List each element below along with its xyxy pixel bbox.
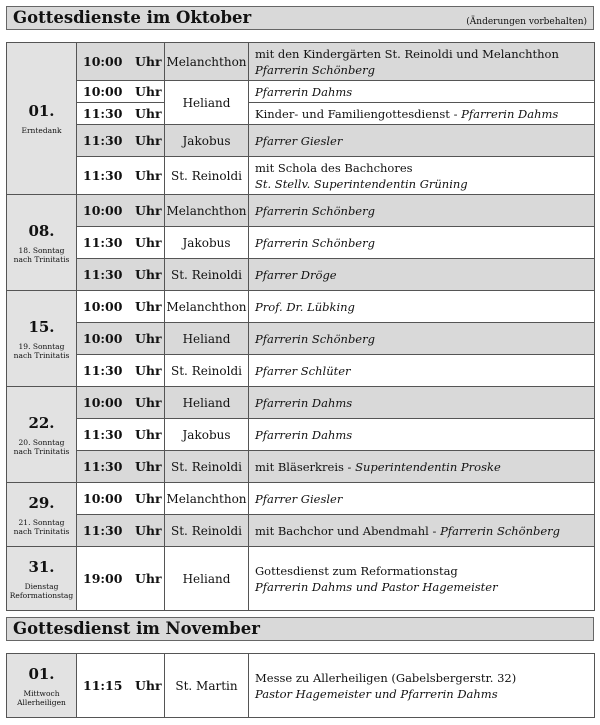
table-row [7, 125, 595, 157]
november-schedule-table [6, 653, 595, 718]
description-text: mit den Kindergärten St. Reinoldi und Melanchthon [255, 46, 559, 61]
day-cell [7, 654, 77, 718]
service-time: 10:00 [77, 483, 133, 515]
church-name: Melanchthon [165, 291, 249, 323]
time-unit: Uhr [133, 419, 165, 451]
day-label: nach Trinitatis [13, 350, 70, 360]
service-description [249, 81, 595, 103]
service-time: 11:30 [77, 157, 133, 195]
church-name: Heliand [165, 81, 249, 125]
service-time: 19:00 [77, 547, 133, 611]
pastor-name: Pfarrerin Dahms und Pastor Hagemeister [255, 579, 498, 594]
pastor-name: Pfarrerin Schönberg [255, 203, 375, 218]
time-unit: Uhr [133, 515, 165, 547]
pastor-name: Prof. Dr. Lübking [255, 299, 355, 314]
description-text: mit Bachchor und Abendmahl - [255, 523, 441, 538]
pastor-name: Pfarrerin Schönberg [255, 331, 375, 346]
church-name: Melanchthon [165, 483, 249, 515]
description-text: mit Bläserkreis - [255, 459, 356, 474]
day-cell [7, 547, 77, 611]
table-row [7, 291, 595, 323]
church-name: Heliand [165, 547, 249, 611]
service-time: 11:30 [77, 451, 133, 483]
pastor-name: Pfarrer Schlüter [255, 363, 351, 378]
day-label: nach Trinitatis [13, 446, 70, 456]
time-unit: Uhr [133, 654, 165, 718]
time-unit: Uhr [133, 547, 165, 611]
table-row [7, 157, 595, 195]
pastor-name: Pfarrerin Dahms [255, 84, 353, 99]
october-title: Gottesdienste im Oktober [13, 8, 252, 27]
service-description [249, 355, 595, 387]
service-description [249, 125, 595, 157]
pastor-name: Pfarrerin Dahms [255, 427, 353, 442]
church-name: Jakobus [165, 227, 249, 259]
time-unit: Uhr [133, 227, 165, 259]
service-time: 11:30 [77, 125, 133, 157]
church-name: Heliand [165, 323, 249, 355]
church-name: St. Martin [165, 654, 249, 718]
day-number: 15. [28, 317, 55, 336]
table-row [7, 355, 595, 387]
church-name: St. Reinoldi [165, 515, 249, 547]
table-row [7, 451, 595, 483]
day-number: 01. [28, 102, 55, 120]
service-description [249, 259, 595, 291]
day-label: 19. Sonntag [18, 341, 65, 351]
day-number: 01. [28, 664, 55, 683]
day-label: Allerheiligen [17, 697, 66, 707]
table-row [7, 547, 595, 611]
service-description [249, 547, 595, 611]
service-time: 10:00 [77, 291, 133, 323]
time-unit: Uhr [133, 291, 165, 323]
service-description [249, 157, 595, 195]
table-row [7, 387, 595, 419]
november-header [6, 617, 594, 641]
time-unit: Uhr [133, 103, 165, 125]
october-schedule-table [6, 42, 595, 611]
service-time: 11:30 [77, 227, 133, 259]
pastor-name: Pfarrer Giesler [255, 491, 343, 506]
church-name: Melanchthon [165, 43, 249, 81]
service-time: 10:00 [77, 323, 133, 355]
service-description [249, 195, 595, 227]
service-description [249, 227, 595, 259]
time-unit: Uhr [133, 483, 165, 515]
day-label: Mittwoch [23, 688, 60, 698]
table-row [7, 195, 595, 227]
service-description [249, 43, 595, 81]
time-unit: Uhr [133, 387, 165, 419]
service-time: 11:30 [77, 515, 133, 547]
day-cell [7, 43, 77, 195]
service-time: 11:30 [77, 419, 133, 451]
church-name: St. Reinoldi [165, 451, 249, 483]
table-row [7, 419, 595, 451]
pastor-name: Pfarrer Giesler [255, 133, 343, 148]
service-time: 11:30 [77, 259, 133, 291]
service-time: 10:00 [77, 81, 133, 103]
church-name: Jakobus [165, 419, 249, 451]
pastor-name: Pastor Hagemeister und Pfarrerin Dahms [255, 686, 498, 701]
time-unit: Uhr [133, 81, 165, 103]
time-unit: Uhr [133, 323, 165, 355]
pastor-name: Pfarrerin Dahms [255, 395, 353, 410]
day-label: 21. Sonntag [18, 517, 65, 527]
service-description [249, 419, 595, 451]
changes-note: (Änderungen vorbehalten) [466, 17, 587, 27]
table-row [7, 43, 595, 81]
church-name: St. Reinoldi [165, 157, 249, 195]
october-header [6, 6, 594, 30]
day-cell [7, 483, 77, 547]
service-description [249, 291, 595, 323]
pastor-name: Superintendentin Proske [355, 459, 501, 474]
description-text: mit Schola des Bachchores [255, 160, 413, 175]
day-label: Dienstag [24, 581, 59, 591]
service-description [249, 483, 595, 515]
pastor-name: Pfarrerin Schönberg [255, 235, 375, 250]
time-unit: Uhr [133, 355, 165, 387]
service-time: 11:30 [77, 103, 133, 125]
table-row [7, 103, 595, 125]
church-name: Heliand [165, 387, 249, 419]
time-unit: Uhr [133, 259, 165, 291]
service-description [249, 451, 595, 483]
time-unit: Uhr [133, 125, 165, 157]
time-unit: Uhr [133, 43, 165, 81]
table-row [7, 259, 595, 291]
day-number: 22. [28, 413, 55, 432]
pastor-name: Pfarrerin Schönberg [440, 523, 561, 538]
church-name: Melanchthon [165, 195, 249, 227]
time-unit: Uhr [133, 451, 165, 483]
day-label: nach Trinitatis [13, 254, 70, 264]
day-label: 20. Sonntag [18, 437, 65, 447]
service-time: 11:15 [77, 654, 133, 718]
description-text: Gottesdienst zum Reformationstag [255, 563, 458, 578]
table-row [7, 515, 595, 547]
description-text: Messe zu Allerheiligen (Gabelsbergerstr. 32) [255, 670, 517, 685]
day-number: 29. [28, 493, 55, 512]
church-name: St. Reinoldi [165, 259, 249, 291]
service-description [249, 323, 595, 355]
table-row [7, 323, 595, 355]
service-time: 10:00 [77, 195, 133, 227]
pastor-name: Pfarrer Dröge [255, 267, 337, 282]
service-description [249, 515, 595, 547]
day-number: 31. [28, 557, 55, 576]
day-cell [7, 195, 77, 291]
day-label: Reformationstag [9, 590, 74, 600]
service-description [249, 103, 595, 125]
table-row [7, 654, 595, 718]
day-number: 08. [28, 221, 55, 240]
table-row [7, 483, 595, 515]
service-description [249, 654, 595, 718]
church-name: Jakobus [165, 125, 249, 157]
church-name: St. Reinoldi [165, 355, 249, 387]
service-description [249, 387, 595, 419]
service-time: 11:30 [77, 355, 133, 387]
november-title: Gottesdienst im November [13, 619, 260, 638]
pastor-name: Pfarrerin Schönberg [255, 62, 375, 77]
table-row [7, 227, 595, 259]
time-unit: Uhr [133, 195, 165, 227]
day-label: 18. Sonntag [18, 245, 65, 255]
day-label: Erntedank [21, 126, 62, 135]
day-cell [7, 291, 77, 387]
day-label: nach Trinitatis [13, 526, 70, 536]
pastor-name: Pfarrerin Dahms [461, 106, 559, 121]
description-text: Kinder- und Familiengottesdienst - [255, 106, 462, 121]
table-row [7, 81, 595, 103]
service-time: 10:00 [77, 43, 133, 81]
service-time: 10:00 [77, 387, 133, 419]
pastor-name: St. Stellv. Superintendentin Grüning [255, 176, 468, 191]
time-unit: Uhr [133, 157, 165, 195]
day-cell [7, 387, 77, 483]
